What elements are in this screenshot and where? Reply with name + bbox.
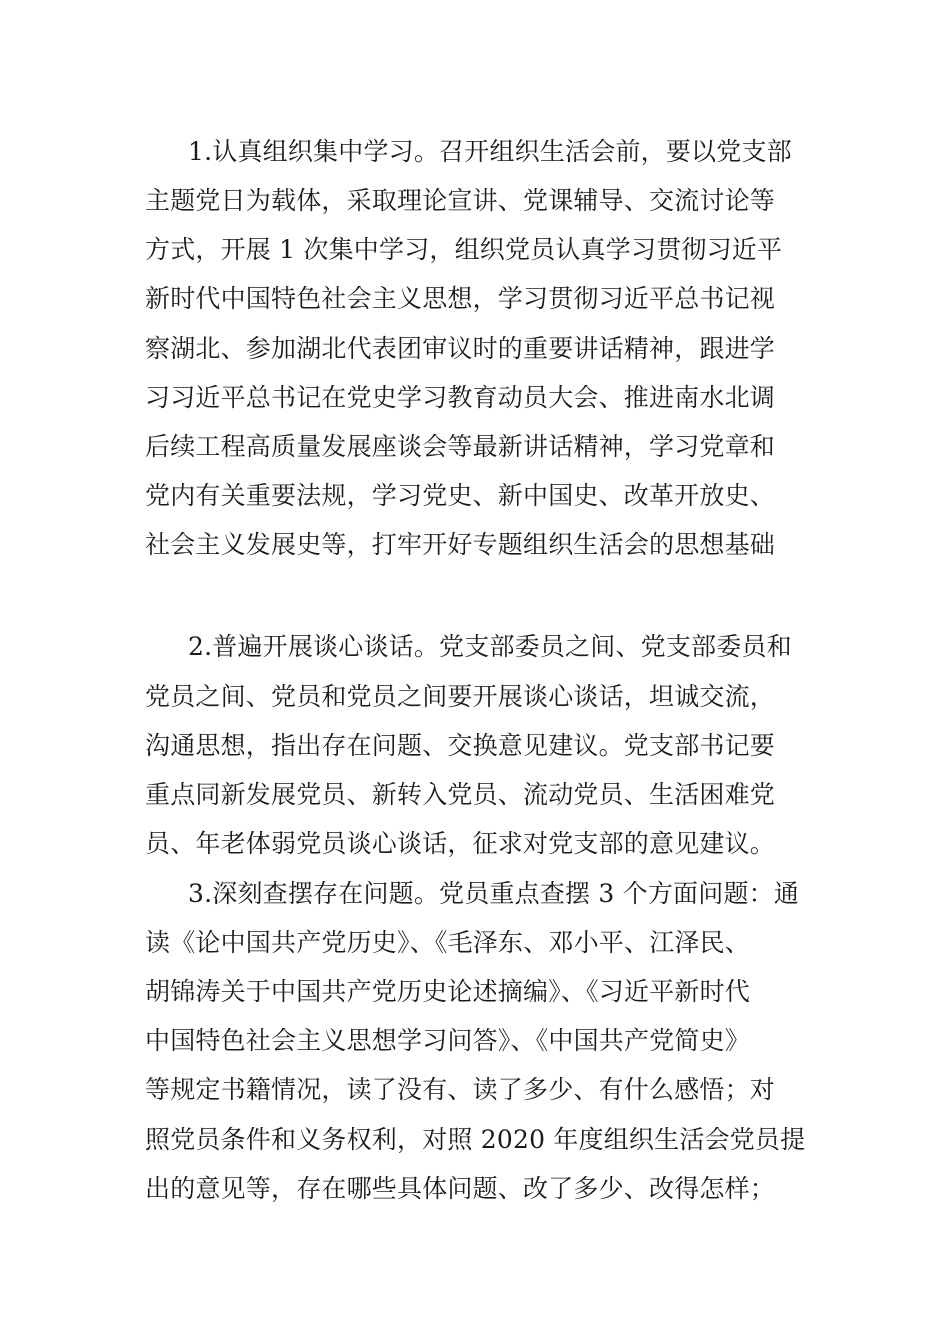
paragraph-1-line-9: 社会主义发展史等，打牢开好专题组织生活会的思想基础: [145, 530, 776, 559]
paragraph-1-line-8: 党内有关重要法规，学习党史、新中国史、改革开放史、: [145, 481, 776, 510]
paragraph-2-line-3: 沟通思想，指出存在问题、交换意见建议。党支部书记要: [145, 731, 776, 760]
paragraph-3-line-4: 中国特色社会主义思想学习问答》、《中国共产党简史》: [145, 1026, 751, 1055]
paragraph-3-line-2: 读《论中国共产党历史》、《毛泽东、邓小平、江泽民、: [145, 928, 751, 957]
paragraph-1-line-2: 主题党日为载体，采取理论宣讲、党课辅导、交流讨论等: [145, 186, 776, 215]
paragraph-3-line-5: 等规定书籍情况，读了没有、读了多少、有什么感悟；对: [145, 1075, 776, 1104]
paragraph-1-line-1: 1.认真组织集中学习。召开组织生活会前，要以党支部: [188, 137, 792, 166]
paragraph-2-line-1: 2.普遍开展谈心谈话。党支部委员之间、党支部委员和: [188, 632, 792, 661]
paragraph-2-line-2: 党员之间、党员和党员之间要开展谈心谈话，坦诚交流，: [145, 682, 776, 711]
paragraph-2-line-4: 重点同新发展党员、新转入党员、流动党员、生活困难党: [145, 780, 776, 809]
paragraph-3-line-1: 3.深刻查摆存在问题。党员重点查摆 3 个方面问题：通: [188, 879, 800, 908]
paragraph-1-line-3: 方式，开展 1 次集中学习，组织党员认真学习贯彻习近平: [145, 235, 783, 264]
paragraph-3-line-6: 照党员条件和义务权利，对照 2020 年度组织生活会党员提: [145, 1125, 806, 1154]
paragraph-3-line-7: 出的意见等，存在哪些具体问题、改了多少、改得怎样；: [145, 1174, 776, 1203]
paragraph-1-line-7: 后续工程高质量发展座谈会等最新讲话精神，学习党章和: [145, 432, 776, 461]
paragraph-3-line-3: 胡锦涛关于中国共产党历史论述摘编》、《习近平新时代: [145, 977, 751, 1006]
paragraph-1-line-6: 习习近平总书记在党史学习教育动员大会、推进南水北调: [145, 383, 776, 412]
paragraph-1-line-4: 新时代中国特色社会主义思想，学习贯彻习近平总书记视: [145, 284, 776, 313]
paragraph-1-line-5: 察湖北、参加湖北代表团审议时的重要讲话精神，跟进学: [145, 334, 776, 363]
paragraph-2-line-5: 员、年老体弱党员谈心谈话，征求对党支部的意见建议。: [145, 829, 776, 858]
